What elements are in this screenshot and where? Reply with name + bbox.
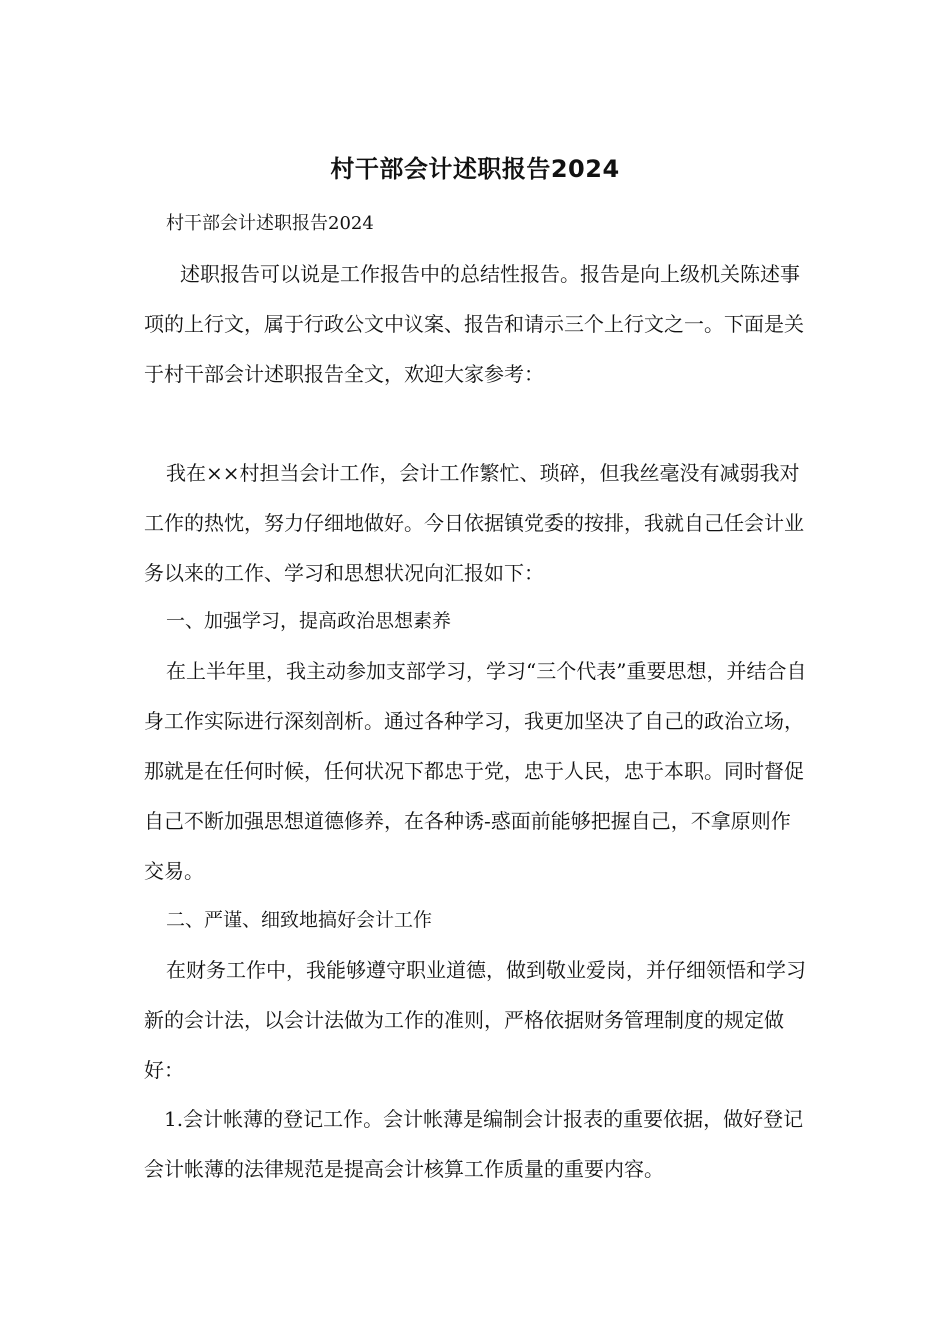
document-title: 村干部会计述职报告2024 [330,155,620,183]
document-subtitle: 村干部会计述职报告2024 [166,213,374,234]
opening-paragraph: 我在××村担当会计工作，会计工作繁忙、琐碎，但我丝毫没有减弱我对工作的热忱，努力仔细地做好。今日依据镇党委的按排，我就自己任会计业务以来的工作、学习和思想状况向汇报如下： [144,461,804,585]
list-item-1: 1.会计帐薄的登记工作。会计帐薄是编制会计报表的重要依据，做好登记会计帐薄的法律规范是提高会计核算工作质量的重要内容。 [144,1107,804,1181]
section-heading-2: 二、严谨、细致地搞好会计工作 [166,909,433,931]
section-2-paragraph: 在财务工作中，我能够遵守职业道德，做到敬业爱岗，并仔细领悟和学习新的会计法，以会计法做为工作的准则，严格依据财务管理制度的规定做好： [144,958,806,1082]
intro-paragraph: 述职报告可以说是工作报告中的总结性报告。报告是向上级机关陈述事项的上行文，属于行政公文中议案、报告和请示三个上行文之一。下面是关于村干部会计述职报告全文，欢迎大家参考： [144,262,804,386]
section-heading-1: 一、加强学习，提高政治思想素养 [166,610,452,632]
section-1-paragraph: 在上半年里，我主动参加支部学习，学习“三个代表”重要思想，并结合自身工作实际进行深刻剖析。通过各种学习，我更加坚决了自己的政治立场，那就是在任何时候，任何状况下都忠于党，忠于人民，忠于本职。同时督促自己不断加强思想道德修养，在各种诱-惑面前能够把握自己，不拿原则作交易。 [144,659,807,883]
